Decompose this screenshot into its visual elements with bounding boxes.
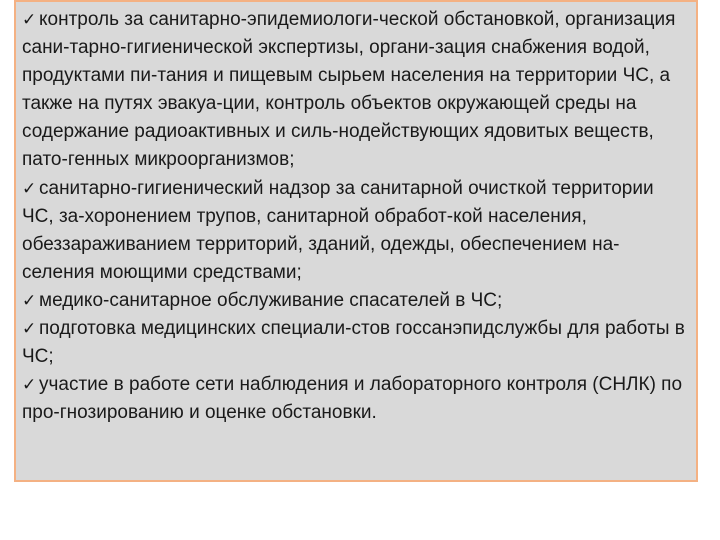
list-item-text: участие в работе сети наблюдения и лабораторного контроля (СНЛК) по про-гнозированию и оценке обстановки.	[22, 374, 683, 424]
checkmark-icon: ✓	[22, 375, 37, 395]
list-item-text: медико-санитарное обслуживание спасателей в ЧС;	[39, 289, 503, 311]
checkmark-icon: ✓	[22, 10, 37, 29]
list-item	[22, 287, 690, 315]
list-item	[22, 371, 690, 427]
list-item	[22, 175, 690, 287]
list-item-text: санитарно-гигиенический надзор за санитарной очисткой территории ЧС, за-хоронением трупов, санитарной обработ-кой населения, обеззараживанием территорий, зданий, одежды, обеспечением на-селения моющими средствами;	[22, 177, 654, 283]
list-item-text: контроль за санитарно-эпидемиологи-ческой обстановкой, организация сани-тарно-гигиенической экспертизы, органи-зация снабжения водой, продуктами пи-тания и пищевым сырьем населения на территории ЧС, а также на путях эвакуа-ции, контроль объектов окружающей среды на содержание радиоактивных и силь-нодействующих ядовитых веществ, пато-генных микроорганизмов;	[22, 9, 676, 171]
checkmark-icon: ✓	[22, 319, 37, 339]
list-item	[22, 6, 690, 175]
list-item	[22, 315, 690, 371]
checkmark-icon: ✓	[22, 290, 37, 310]
list-item-text: подготовка медицинских специали-стов госсанэпидслужбы для работы в ЧС;	[22, 318, 685, 368]
text-box	[14, 0, 698, 482]
checkmark-icon: ✓	[22, 178, 37, 198]
